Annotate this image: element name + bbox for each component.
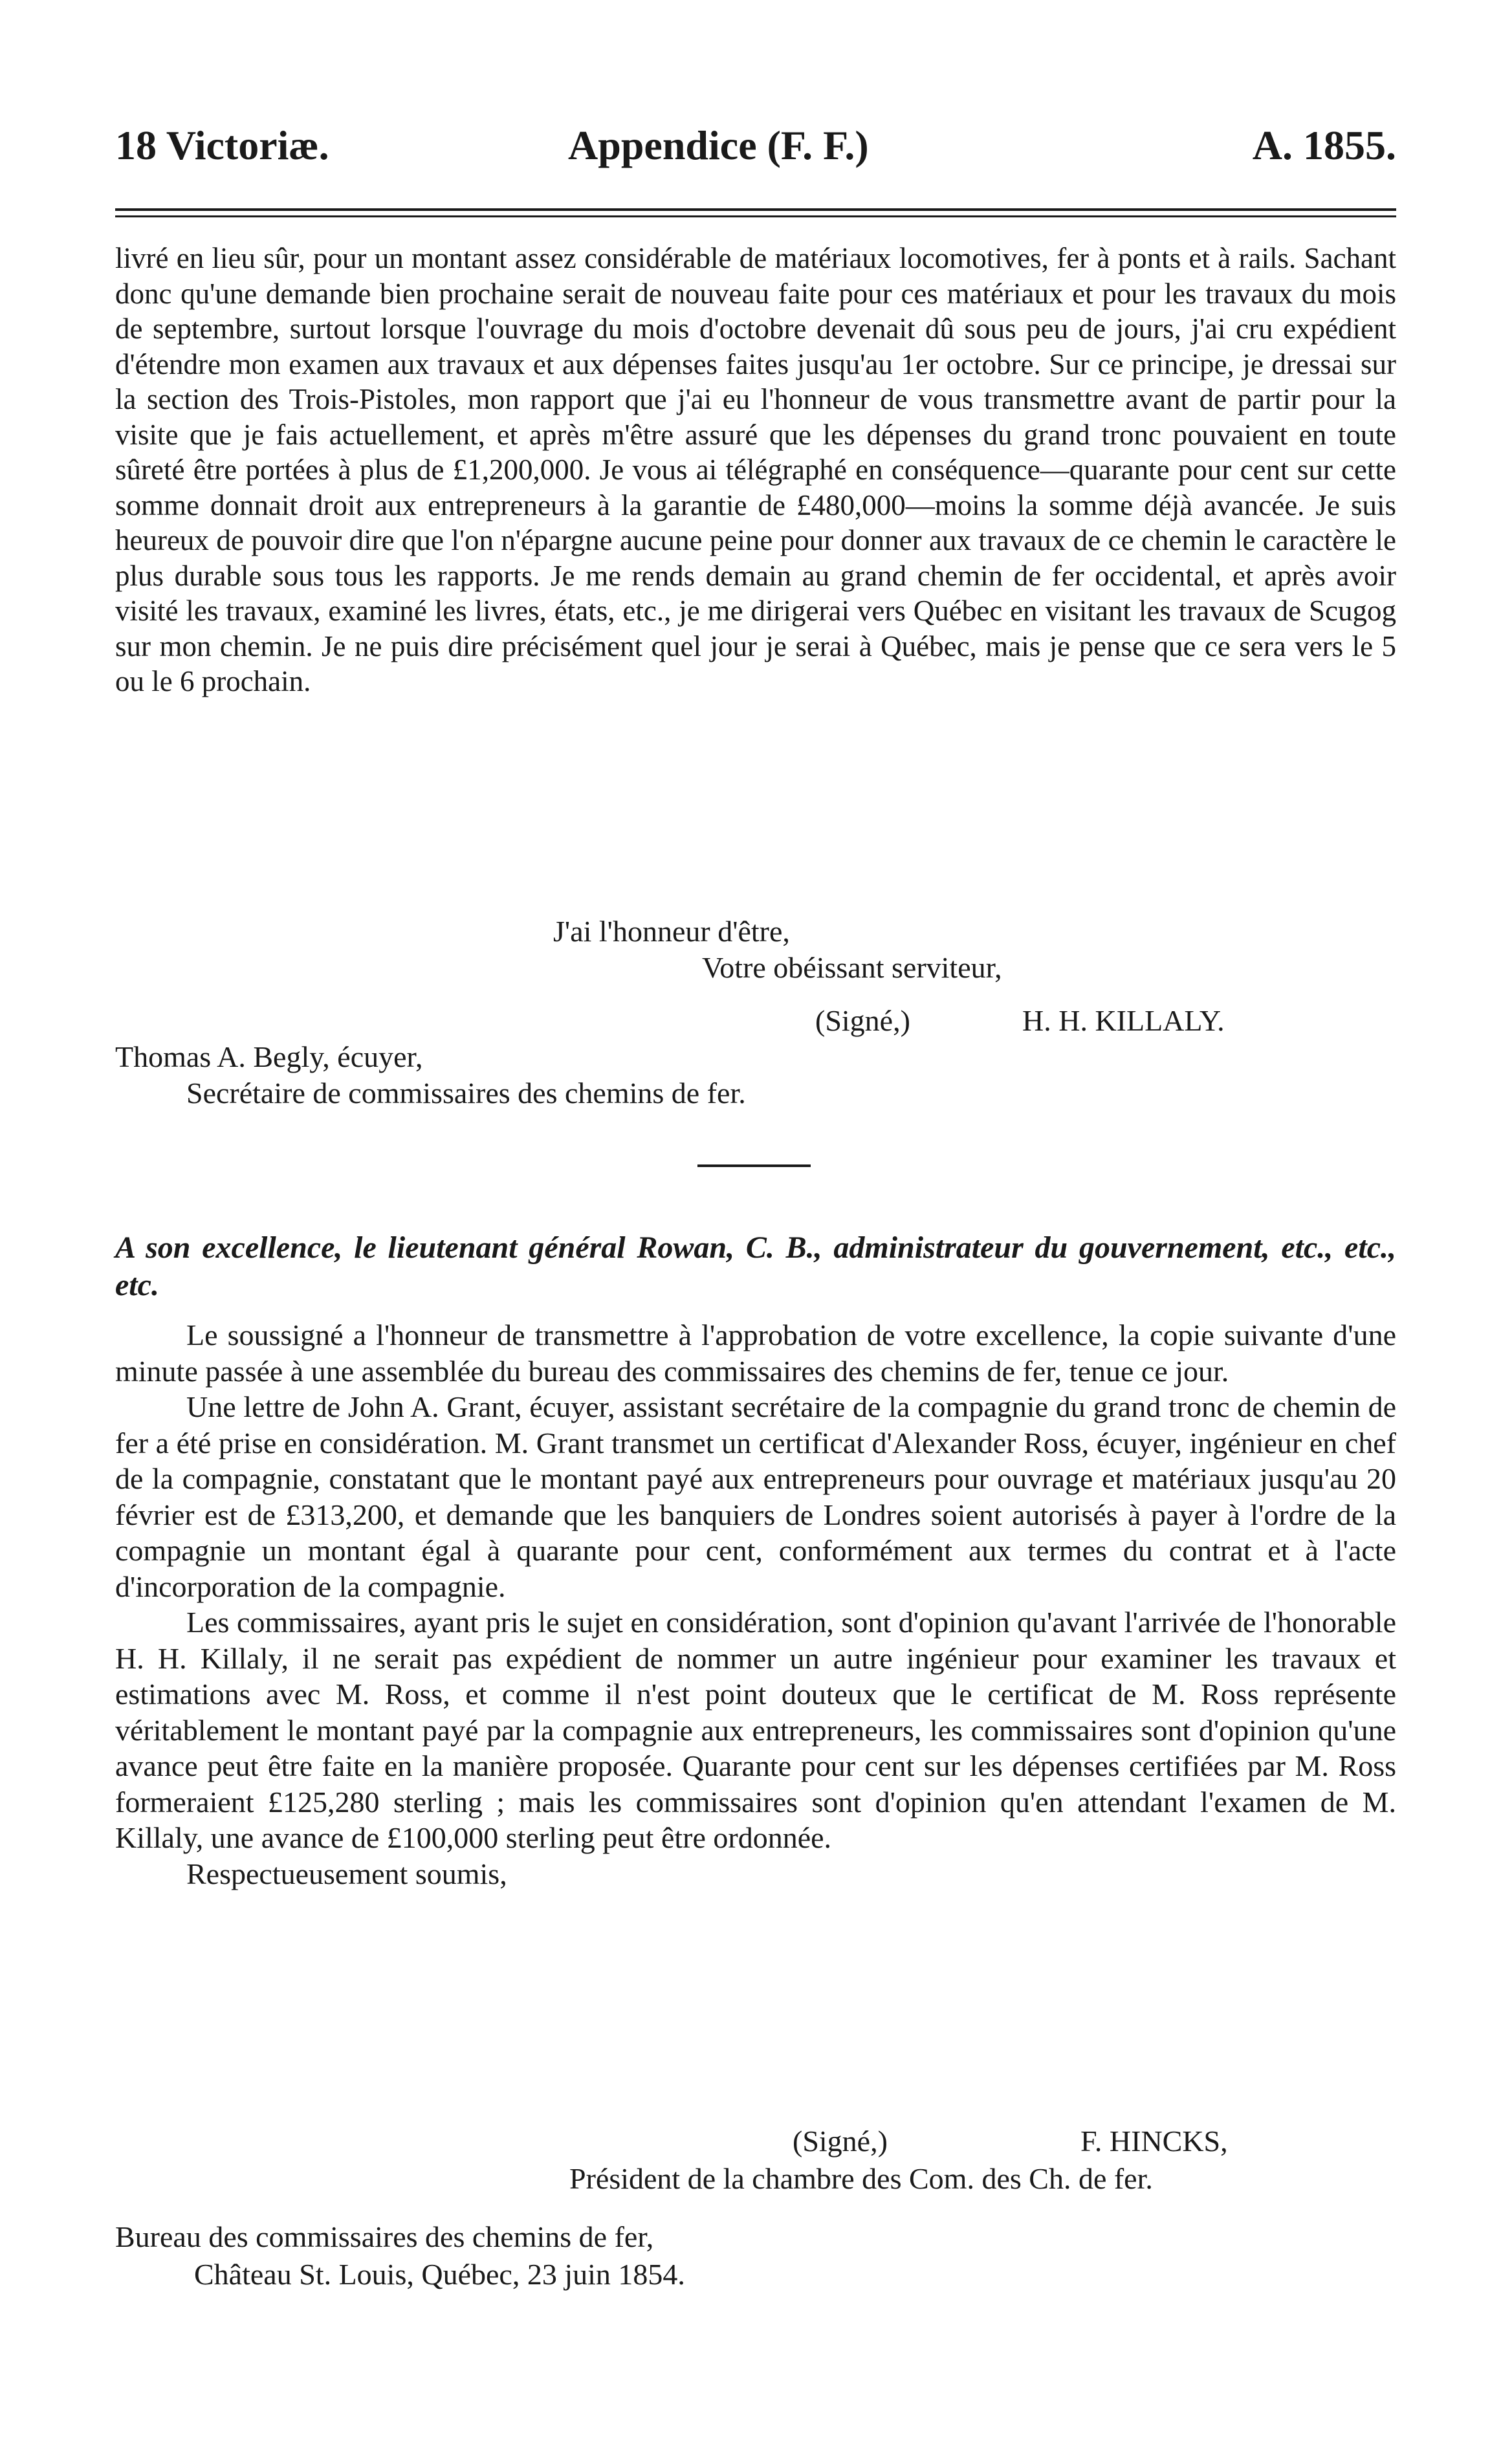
letter-recipient-name: Thomas A. Begly, écuyer, bbox=[115, 1040, 423, 1073]
memo-signer-title: Président de la chambre des Com. des Ch. de fer. bbox=[569, 2162, 1153, 2195]
page-header bbox=[115, 116, 1396, 181]
letter-body bbox=[115, 241, 1396, 699]
memo-body bbox=[115, 1317, 1396, 1892]
header-year: A. 1855. bbox=[1252, 122, 1396, 168]
letter-signer: H. H. KILLALY. bbox=[1022, 1004, 1225, 1037]
memo-place-date: Château St. Louis, Québec, 23 juin 1854. bbox=[194, 2258, 685, 2291]
memo-paragraph: Une lettre de John A. Grant, écuyer, assistant secrétaire de la compagnie du grand tronc de chemin de fer a été prise en considération. M. Grant transmet un certificat d'Alexander Ross, écuyer, ingénieur en chef de la compagnie, constatant que le montant payé aux entrepreneurs pour ouvrage et matériaux jusqu'au 20 février est de £313,200, et demande que les banquiers de Londres soient autorisés à payer à l'ordre de la compagnie un montant égal à quarante pour cent, conformément aux termes du contrat et à l'acte d'incorporation de la compagnie. bbox=[115, 1390, 1396, 1603]
letter-closing-2: Votre obéissant serviteur, bbox=[702, 951, 1002, 984]
memo-paragraph: Les commissaires, ayant pris le sujet en considération, sont d'opinion qu'avant l'arrivée de l'honorable H. H. Killaly, il ne serait pas expédient de nommer un autre ingénieur pour examiner les travaux et estimations avec M. Ross, et comme il n'est point douteux que le certificat de M. Ross représente véritablement le montant payé par la compagnie aux entrepreneurs, les commissaires sont d'opinion qu'une avance peut être faite en la manière proposée. Quarante pour cent sur les dépenses certifiées par M. Ross formeraient £125,280 sterling ; mais les commissaires sont d'opinion qu'en attendant l'examen de M. Killaly, une avance de £100,000 sterling peut être ordonnée. bbox=[115, 1606, 1396, 1854]
letter-closing-1: J'ai l'honneur d'être, bbox=[553, 915, 790, 948]
header-double-rule bbox=[115, 208, 1396, 217]
letter-signed-label: (Signé,) bbox=[815, 1004, 910, 1037]
letter-recipient-title: Secrétaire de commissaires des chemins de fer. bbox=[186, 1076, 746, 1109]
letter-paragraph: livré en lieu sûr, pour un montant assez considérable de matériaux locomotives, fer à ponts et à rails. Sachant donc qu'une demande bien prochaine serait de nouveau faite pour ces matériaux et pour les travaux du mois de septembre, surtout lorsque l'ouvrage du mois d'octobre devenait dû sous peu de jours, j'ai cru expédient d'étendre mon examen aux travaux et aux dépenses faites jusqu'au 1er octobre. Sur ce principe, je dressai sur la section des Trois-Pistoles, mon rapport que j'ai eu l'honneur de vous transmettre avant de partir pour la visite que je fais actuellement, et après m'être assuré que les dépenses du grand tronc pouvaient en toute sûreté être portées à plus de £1,200,000. Je vous ai télégraphé en conséquence—quarante pour cent sur cette somme donnait droit aux entrepreneurs à la garantie de £480,000—moins la somme déjà avancée. Je suis heureux de pouvoir dire que l'on n'épargne aucune peine pour donner aux travaux de ce chemin le caractère le plus durable sous tous les rapports. Je me rends demain au grand chemin de fer occidental, et après avoir visité les travaux, examiné les livres, états, etc., je me dirigerai vers Québec en visitant les travaux de Scugog sur mon chemin. Je ne puis dire précisément quel jour je serai à Québec, mais je pense que ce sera vers le 5 ou le 6 prochain. bbox=[115, 242, 1396, 697]
section-separator bbox=[697, 1164, 811, 1167]
memo-paragraph: Respectueusement soumis, bbox=[186, 1857, 507, 1890]
memo-signer: F. HINCKS, bbox=[1080, 2125, 1228, 2158]
memo-signed-label: (Signé,) bbox=[793, 2125, 888, 2158]
memo-address-text: A son excellence, le lieutenant général Rowan, C. B., administrateur du gouvernement, etc., etc., etc. bbox=[115, 1230, 1396, 1302]
header-session: 18 Victoriæ. bbox=[115, 122, 329, 168]
memo-office: Bureau des commissaires des chemins de fer, bbox=[115, 2220, 654, 2253]
memo-address bbox=[115, 1229, 1396, 1304]
memo-paragraph: Le soussigné a l'honneur de transmettre à l'approbation de votre excellence, la copie suivante d'une minute passée à une assemblée du bureau des commissaires des chemins de fer, tenue ce jour. bbox=[115, 1318, 1396, 1388]
header-appendix: Appendice (F. F.) bbox=[568, 122, 869, 168]
